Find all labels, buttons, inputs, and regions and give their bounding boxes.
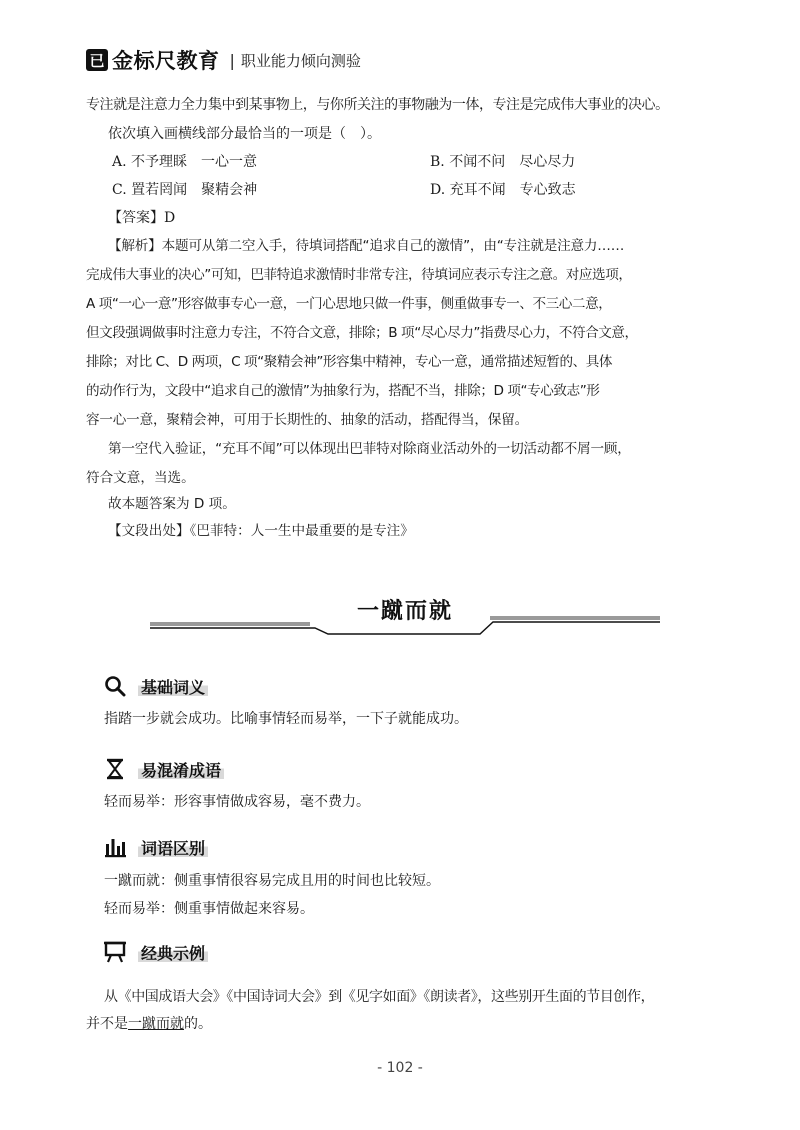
board-icon [104,941,126,963]
magnifier-icon [104,675,126,697]
explanation-line: 排除；对比 C、D 两项，C 项“聚精会神”形容集中精神，专心一意，通常描述短暂的、具体 [86,354,613,370]
section-title: 经典示例 [138,941,208,964]
explanation-line: 完成伟大事业的决心”可知，巴菲特追求激情时非常专注，待填词应表示专注之意。对应选项， [86,267,632,283]
section-word-distinction [104,834,208,860]
idiom-title: 一蹴而就 [356,599,453,624]
confusable-idiom-text: 轻而易举：形容事情做成容易，毫不费力。 [104,794,370,810]
explanation-line: 第一空代入验证，“充耳不闻”可以体现出巴菲特对除商业活动外的一切活动都不屑一顾， [108,441,631,457]
explanation-line: 的动作行为，文段中“追求自己的激情”为抽象行为，搭配不当，排除；D 项“专心致志”形 [86,383,600,399]
explanation-line: 符合文意，当选。 [86,470,195,486]
distinction-line: 一蹴而就：侧重事情很容易完成且用的时间也比较短。 [104,873,440,889]
explanation-line: A 项“一心一意”形容做事专心一意，一门心思地只做一件事，侧重做事专一、不三心二意， [86,296,612,312]
page-header [86,46,361,74]
section-title: 易混淆成语 [138,758,224,781]
example-text-prefix: 并不是 [86,1016,128,1032]
source-line: 【文段出处】《巴菲特：人一生中最重要的是专注》 [108,523,414,539]
option-d: D. 充耳不闻 专心致志 [430,182,576,198]
example-line: 从《中国成语大会》《中国诗词大会》到《见字如面》《朗读者》，这些别开生面的节目创作， [104,989,655,1005]
header-separator: | [229,50,235,70]
option-b: B. 不闻不问 尽心尽力 [430,154,576,170]
explanation-line: 但文段强调做事时注意力专注，不符合文意，排除；B 项“尽心尽力”指费尽心力，不符合文意， [86,325,638,341]
section-confusable-idiom [104,756,224,782]
section-basic-meaning [104,673,208,699]
distinction-line: 轻而易举：侧重事情做起来容易。 [104,901,314,917]
option-c: C. 置若罔闻 聚精会神 [112,182,258,198]
question-instruction: 依次填入画横线部分最恰当的一项是（ ）。 [108,126,381,142]
brand-logo-icon: 已 [86,49,108,71]
example-text-suffix: 的。 [184,1016,212,1032]
brand-name: 金标尺教育 [112,49,220,73]
section-title: 基础词义 [138,675,208,698]
answer-line: 【答案】D [108,210,176,226]
explanation-line: 【解析】本题可从第二空入手，待填词搭配“追求自己的激情”，由“专注就是注意力…… [108,238,625,254]
page-number: - 102 - [377,1060,423,1076]
option-a: A. 不予理睬 一心一意 [112,154,258,170]
section-classic-example [104,939,208,965]
bar-chart-icon [104,836,126,858]
basic-meaning-text: 指踏一步就会成功。比喻事情轻而易举，一下子就能成功。 [104,711,468,727]
title-banner-decoration [150,612,660,642]
header-subtitle: 职业能力倾向测验 [240,51,361,70]
highlighted-idiom: 一蹴而就 [128,1016,184,1032]
passage-line: 专注就是注意力全力集中到某事物上，与你所关注的事物融为一体，专注是完成伟大事业的决心。 [86,97,669,113]
section-title: 词语区别 [138,836,208,859]
example-line [86,1014,212,1034]
hourglass-icon [104,758,126,780]
explanation-line: 故本题答案为 D 项。 [108,496,236,512]
explanation-line: 容一心一意，聚精会神，可用于长期性的、抽象的活动，搭配得当，保留。 [86,412,528,428]
